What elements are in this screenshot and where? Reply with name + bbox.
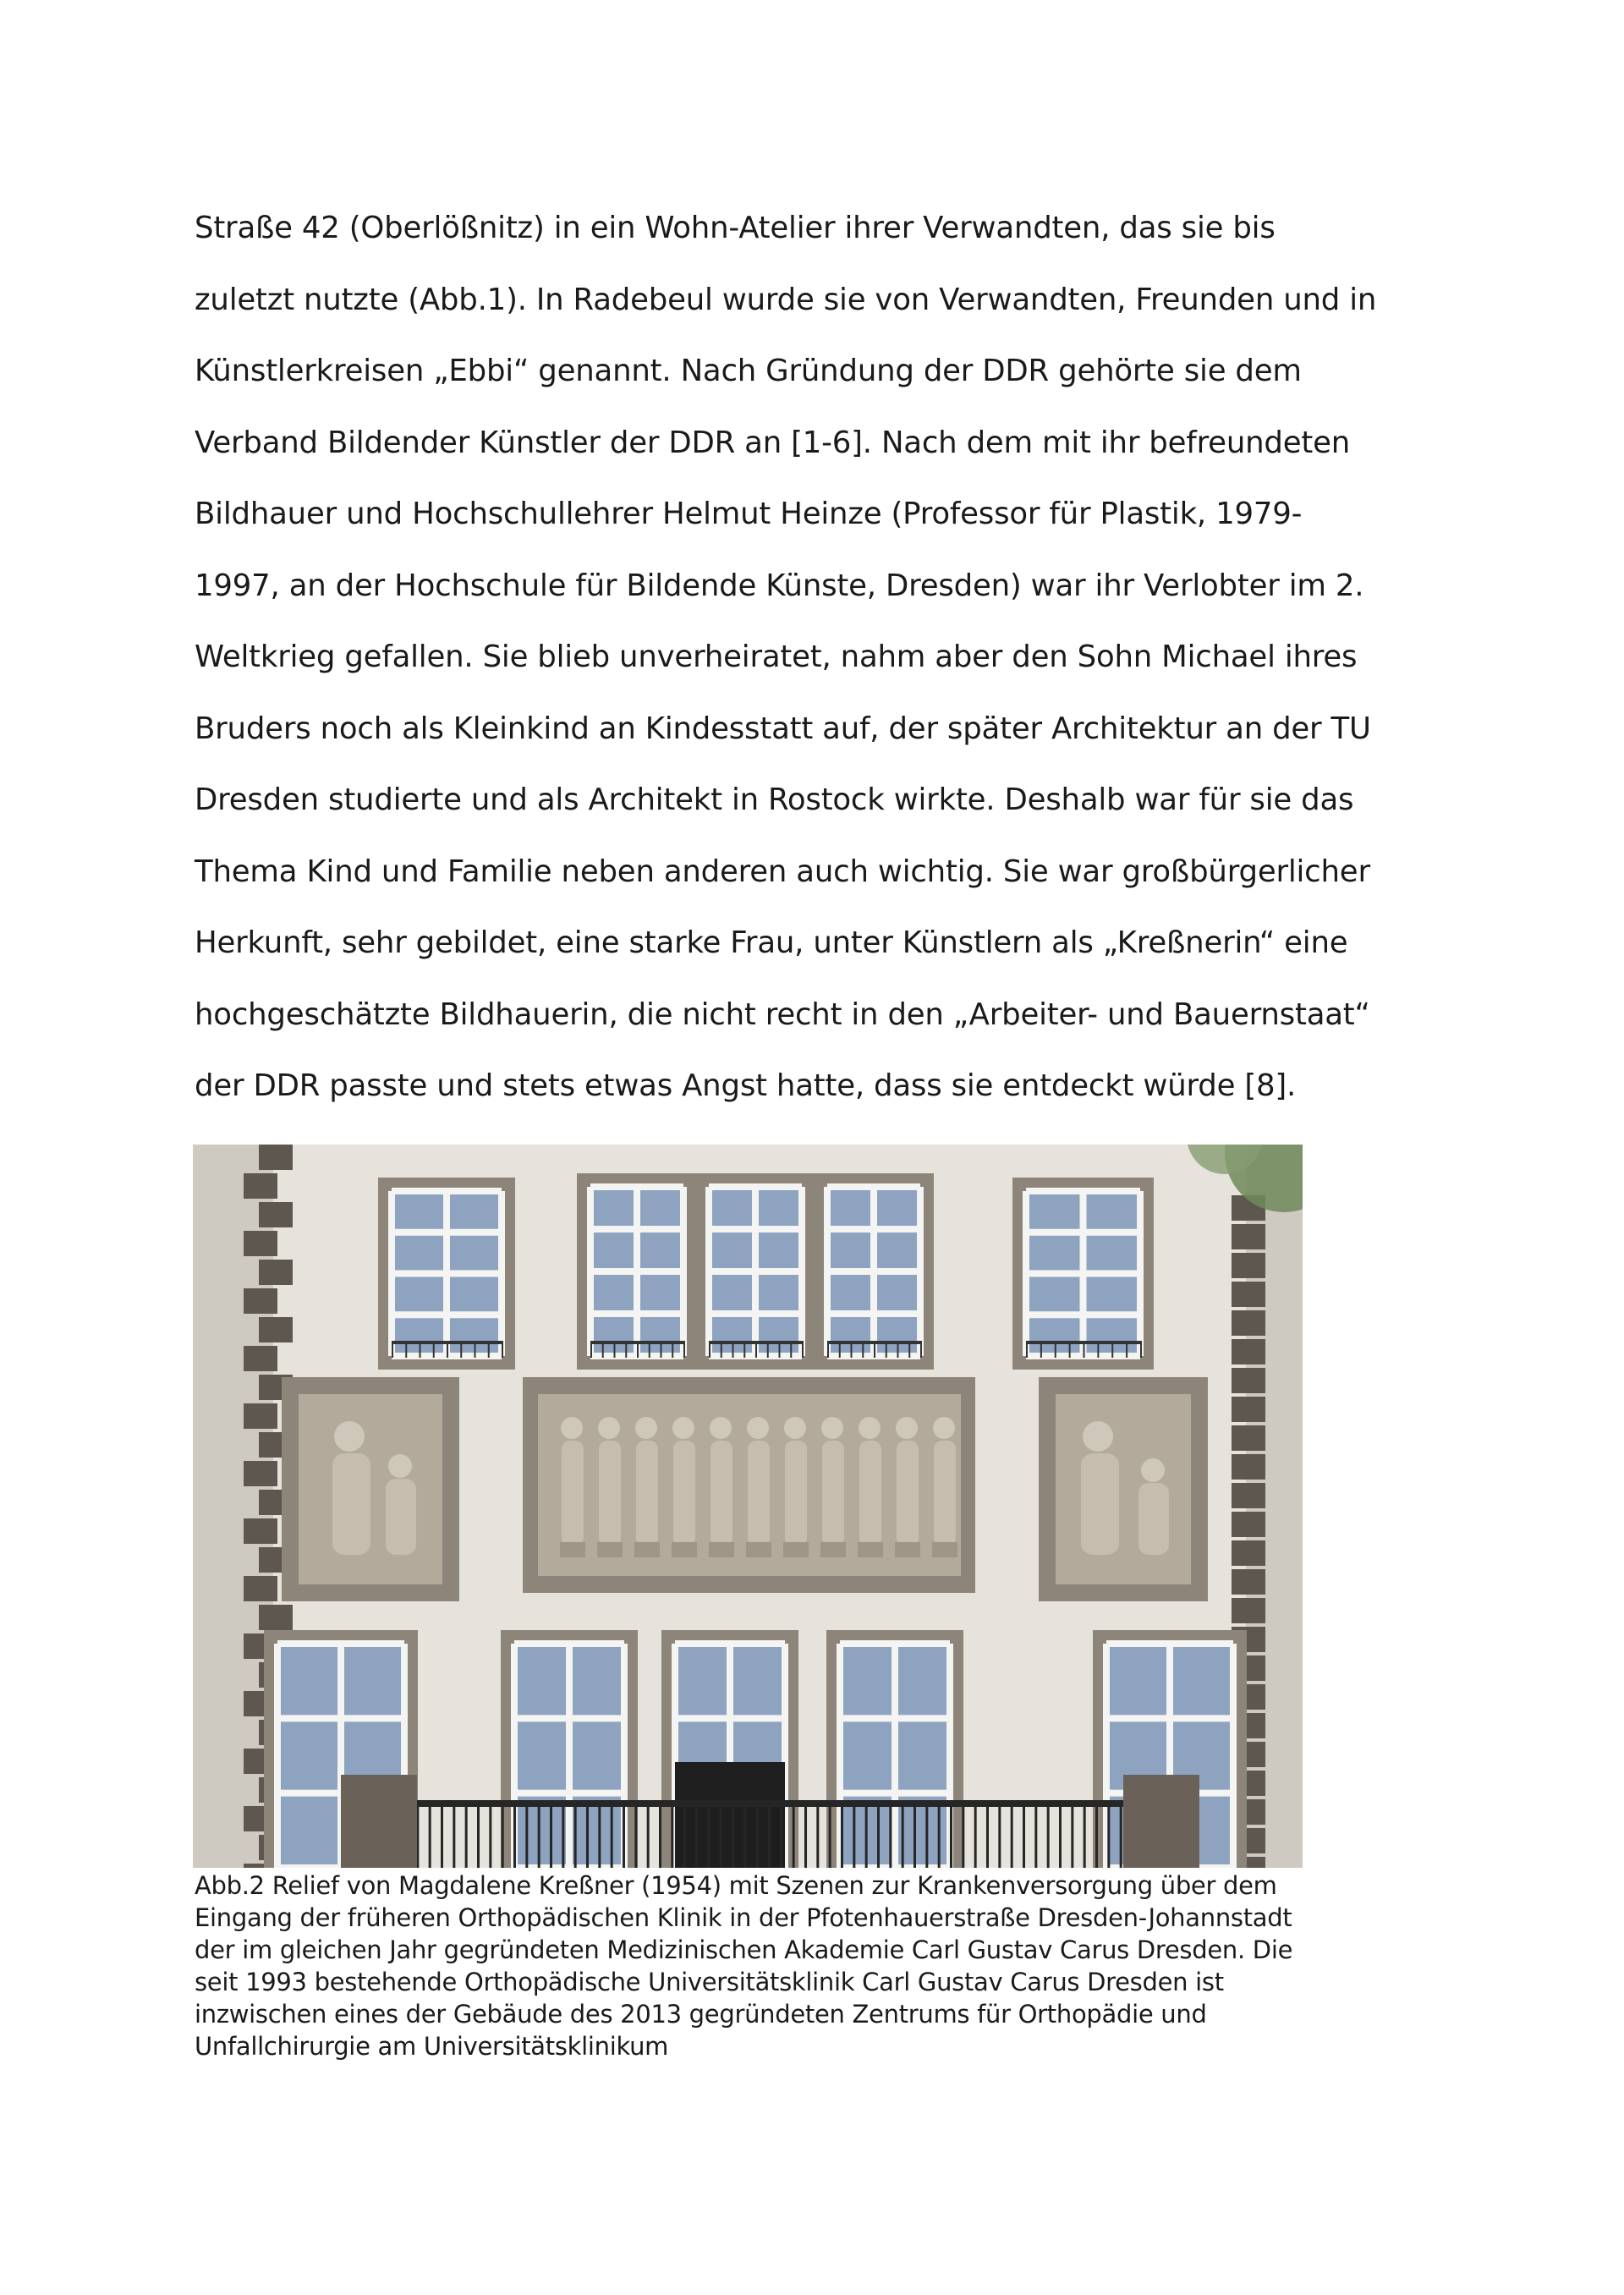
- balcony-bar: [502, 1800, 504, 1868]
- balcony-bar: [1059, 1800, 1062, 1868]
- stone-quoin: [1232, 1310, 1265, 1336]
- lower-window-1-transom: [514, 1864, 624, 1868]
- stone-quoin: [1232, 1454, 1265, 1480]
- balcony-bar: [1011, 1800, 1013, 1868]
- relief-figure-head: [672, 1417, 694, 1439]
- upper-window-left-transom: [392, 1188, 502, 1194]
- rail-bar: [802, 1341, 804, 1358]
- balcony-bar: [865, 1800, 868, 1868]
- relief-figure-body: [897, 1441, 919, 1546]
- caption-line: Eingang der früheren Orthopädischen Klinik in der Pfotenhauerstraße Dresden-Johannstadt: [195, 1903, 1292, 1932]
- lower-window-3-mullion: [892, 1644, 898, 1868]
- rail-bar: [1111, 1341, 1113, 1358]
- body-line: Verband Bildender Künstler der DDR an [1-6]. Nach dem mit ihr befreundeten: [195, 425, 1351, 460]
- relief-figure-base: [783, 1542, 809, 1557]
- stone-quoin: [1232, 1425, 1265, 1451]
- balcony-bar: [768, 1800, 771, 1868]
- balcony-bar: [998, 1800, 1001, 1868]
- balcony-bar: [974, 1800, 977, 1868]
- balcony-bar: [659, 1800, 661, 1868]
- balcony-bar: [683, 1800, 686, 1868]
- balcony-bar: [441, 1800, 443, 1868]
- rail-bar: [614, 1341, 616, 1358]
- figure-caption: [195, 1869, 1463, 2062]
- relief-right-head: [1141, 1458, 1165, 1482]
- lower-window-1-mullion: [566, 1644, 573, 1868]
- rail-bar: [590, 1341, 592, 1358]
- relief-left-head: [388, 1454, 412, 1478]
- balcony-bar: [707, 1800, 710, 1868]
- rail-bar: [709, 1341, 710, 1358]
- balcony-post-right: [1123, 1775, 1199, 1868]
- relief-figure-body: [748, 1441, 770, 1546]
- relief-left-figure: [386, 1479, 416, 1555]
- stone-quoin: [1232, 1282, 1265, 1307]
- rail-bar: [908, 1341, 910, 1358]
- balcony-bar: [647, 1800, 650, 1868]
- rail-bar: [447, 1341, 448, 1358]
- stone-quoin: [1232, 1224, 1265, 1249]
- balcony-bar: [743, 1800, 746, 1868]
- relief-figure-body: [599, 1441, 621, 1546]
- balcony-bar: [1095, 1800, 1098, 1868]
- stone-quoin: [1232, 1483, 1265, 1508]
- relief-right-figure: [1138, 1483, 1169, 1555]
- balcony-bar: [513, 1800, 516, 1868]
- rail-bar: [721, 1341, 722, 1358]
- stone-quoin: [244, 1173, 277, 1199]
- balcony-bar: [634, 1800, 637, 1868]
- balcony-bar: [477, 1800, 480, 1868]
- upper-window-right-transom: [1026, 1271, 1140, 1277]
- balcony-bar: [877, 1800, 880, 1868]
- rail-bar: [790, 1341, 792, 1358]
- lower-window-2-transom: [675, 1640, 785, 1647]
- relief-figure-head: [561, 1417, 583, 1439]
- upper-window-2-transom: [709, 1226, 802, 1233]
- balcony-bar: [1071, 1800, 1073, 1868]
- upper-window-1-transom: [590, 1183, 683, 1190]
- rail-bar: [1069, 1341, 1071, 1358]
- balcony-bar: [962, 1800, 964, 1868]
- balcony-bar: [938, 1800, 941, 1868]
- lower-window-right-transom: [1106, 1715, 1233, 1721]
- upper-window-3-transom: [827, 1310, 920, 1317]
- stone-quoin: [259, 1317, 293, 1342]
- rail-bar: [475, 1341, 476, 1358]
- rail-bar: [661, 1341, 662, 1358]
- rail-bar: [767, 1341, 769, 1358]
- lower-window-left-mullion: [274, 1644, 281, 1868]
- relief-figure-head: [821, 1417, 843, 1439]
- lower-window-right-transom: [1106, 1640, 1233, 1647]
- balcony-bar: [816, 1800, 819, 1868]
- balcony-bar: [489, 1800, 491, 1868]
- balcony-bar: [525, 1800, 528, 1868]
- lower-window-3-transom: [840, 1715, 950, 1721]
- caption-line: seit 1993 bestehende Orthopädische Universitätsklinik Carl Gustav Carus Dresden ist: [195, 1968, 1224, 1996]
- relief-right: [1056, 1394, 1191, 1584]
- body-line: Weltkrieg gefallen. Sie blieb unverheiratet, nahm aber den Sohn Michael ihres: [195, 640, 1358, 674]
- upper-window-2-transom: [709, 1183, 802, 1190]
- rail-bar: [851, 1341, 853, 1358]
- relief-figure-base: [597, 1542, 623, 1557]
- rail-bar: [1055, 1341, 1056, 1358]
- relief-figure-head: [635, 1417, 657, 1439]
- rail-bar: [779, 1341, 781, 1358]
- rail-bar: [625, 1341, 627, 1358]
- rail-bar: [827, 1341, 829, 1358]
- rail-bar: [488, 1341, 490, 1358]
- body-line: Künstlerkreisen „Ebbi“ genannt. Nach Gründung der DDR gehörte sie dem: [195, 354, 1302, 388]
- balcony-bar: [562, 1800, 564, 1868]
- balcony-bar: [841, 1800, 843, 1868]
- stone-quoin: [1232, 1253, 1265, 1278]
- relief-right-figure: [1081, 1453, 1119, 1555]
- upper-window-1-transom: [590, 1268, 683, 1275]
- upper-window-2-transom: [709, 1268, 802, 1275]
- relief-left-head: [334, 1421, 365, 1452]
- relief-figure-base: [634, 1542, 660, 1557]
- balcony-bar: [793, 1800, 795, 1868]
- relief-figure-head: [933, 1417, 955, 1439]
- stone-quoin: [1232, 1540, 1265, 1566]
- relief-figure-body: [636, 1441, 658, 1546]
- rail-bar: [392, 1341, 393, 1358]
- stone-quoin: [244, 1288, 277, 1314]
- stone-quoin: [244, 1576, 277, 1601]
- balcony-bar: [889, 1800, 892, 1868]
- balcony-bar: [756, 1800, 759, 1868]
- upper-window-left-transom: [392, 1271, 502, 1277]
- balcony-bar: [1120, 1800, 1122, 1868]
- balcony-bar: [720, 1800, 722, 1868]
- balcony-bar: [986, 1800, 989, 1868]
- balcony-bar: [671, 1800, 673, 1868]
- upper-window-1-transom: [590, 1310, 683, 1317]
- relief-figure-body: [673, 1441, 695, 1546]
- body-line: Herkunft, sehr gebildet, eine starke Frau, unter Künstlern als „Kreßnerin“ eine: [195, 925, 1348, 960]
- body-line: hochgeschätzte Bildhauerin, die nicht recht in den „Arbeiter- und Bauernstaat“: [195, 997, 1370, 1032]
- caption-line: inzwischen eines der Gebäude des 2013 gegründeten Zentrums für Orthopädie und: [195, 2000, 1207, 2029]
- rail-bar: [920, 1341, 922, 1358]
- stone-quoin: [244, 1518, 277, 1544]
- rail-bar: [1026, 1341, 1028, 1358]
- relief-figure-body: [934, 1441, 956, 1546]
- rail-bar: [1126, 1341, 1127, 1358]
- stone-quoin: [1232, 1339, 1265, 1364]
- rail-bar: [897, 1341, 899, 1358]
- upper-window-right-transom: [1026, 1311, 1140, 1318]
- balcony-bar: [804, 1800, 807, 1868]
- stone-quoin: [1232, 1397, 1265, 1422]
- relief-figure-head: [784, 1417, 806, 1439]
- rail-bar: [1140, 1341, 1142, 1358]
- relief-figure-body: [562, 1441, 584, 1546]
- relief-figure-base: [746, 1542, 771, 1557]
- stone-quoin: [244, 1461, 277, 1486]
- rail-bar: [839, 1341, 841, 1358]
- relief-figure-base: [895, 1542, 920, 1557]
- relief-figure-base: [858, 1542, 883, 1557]
- relief-figure-body: [859, 1441, 881, 1546]
- facade-photo: [193, 1145, 1303, 1868]
- body-line: Bruders noch als Kleinkind an Kindesstatt auf, der später Architektur an der TU: [195, 711, 1371, 746]
- stone-quoin: [1232, 1512, 1265, 1537]
- body-line: der DDR passte und stets etwas Angst hatte, dass sie entdeckt würde [8].: [195, 1068, 1297, 1103]
- rail-bar: [732, 1341, 734, 1358]
- rail-bar: [420, 1341, 421, 1358]
- lower-window-1-transom: [514, 1640, 624, 1647]
- lower-window-3-transom: [840, 1640, 950, 1647]
- body-line: 1997, an der Hochschule für Bildende Künste, Dresden) war ihr Verlobter im 2.: [195, 568, 1364, 603]
- relief-figure-base: [709, 1542, 734, 1557]
- lower-window-right-mullion: [1230, 1644, 1237, 1868]
- balcony-post-left: [341, 1775, 417, 1868]
- balcony-bar: [695, 1800, 698, 1868]
- relief-figure-head: [896, 1417, 918, 1439]
- balcony-bar: [1047, 1800, 1050, 1868]
- relief-figure-body: [710, 1441, 732, 1546]
- rail-bar: [1097, 1341, 1099, 1358]
- body-line: Bildhauer und Hochschullehrer Helmut Heinze (Professor für Plastik, 1979-: [195, 497, 1303, 531]
- stone-quoin: [259, 1145, 293, 1170]
- balcony-bar: [1023, 1800, 1025, 1868]
- lower-window-2-transom: [675, 1715, 785, 1721]
- stone-quoin: [259, 1605, 293, 1630]
- relief-figure-base: [820, 1542, 846, 1557]
- balcony-bar: [550, 1800, 552, 1868]
- balcony-bar: [538, 1800, 540, 1868]
- balcony-bar: [902, 1800, 904, 1868]
- balcony-bar: [780, 1800, 782, 1868]
- stone-quoin: [1232, 1569, 1265, 1595]
- balcony-bar: [853, 1800, 855, 1868]
- rail-bar: [649, 1341, 650, 1358]
- rail-bar: [602, 1341, 604, 1358]
- rail-bar: [874, 1341, 875, 1358]
- rail-bar: [433, 1341, 435, 1358]
- rail-bar: [405, 1341, 407, 1358]
- upper-window-3-transom: [827, 1268, 920, 1275]
- stone-quoin: [244, 1346, 277, 1371]
- balcony-bar: [453, 1800, 455, 1868]
- body-text: [195, 193, 1446, 1123]
- upper-window-3-transom: [827, 1226, 920, 1233]
- body-line: zuletzt nutzte (Abb.1). In Radebeul wurde sie von Verwandten, Freunden und in: [195, 282, 1377, 317]
- relief-figure-base: [560, 1542, 585, 1557]
- rail-bar: [683, 1341, 685, 1358]
- stone-quoin: [1232, 1368, 1265, 1393]
- relief-left-figure: [332, 1453, 370, 1555]
- relief-figure-head: [710, 1417, 732, 1439]
- body-line: Dresden studierte und als Architekt in Rostock wirkte. Deshalb war für sie das: [195, 782, 1354, 817]
- relief-figure-head: [747, 1417, 769, 1439]
- balcony-bar: [611, 1800, 613, 1868]
- rail-bar: [1040, 1341, 1042, 1358]
- balcony-bar: [586, 1800, 589, 1868]
- rail-bar: [637, 1341, 639, 1358]
- balcony-bar: [598, 1800, 601, 1868]
- upper-window-1-transom: [590, 1226, 683, 1233]
- body-line: Straße 42 (Oberlößnitz) in ein Wohn-Atelier ihrer Verwandten, das sie bis: [195, 211, 1276, 245]
- lower-window-3-transom: [840, 1790, 950, 1797]
- rail-bar: [460, 1341, 462, 1358]
- balcony-bar: [1107, 1800, 1110, 1868]
- caption-line: Abb.2 Relief von Magdalene Kreßner (1954) mit Szenen zur Krankenversorgung über dem: [195, 1871, 1277, 1900]
- stone-quoin: [1232, 1598, 1265, 1623]
- stone-quoin: [244, 1403, 277, 1429]
- rail-bar: [755, 1341, 757, 1358]
- relief-figure-head: [598, 1417, 620, 1439]
- upper-window-right-transom: [1026, 1229, 1140, 1236]
- balcony-bar: [1034, 1800, 1037, 1868]
- stone-quoin: [259, 1260, 293, 1285]
- rail-bar: [502, 1341, 503, 1358]
- upper-window-3-transom: [827, 1183, 920, 1190]
- balcony-bar: [465, 1800, 468, 1868]
- balcony-bar: [429, 1800, 431, 1868]
- body-line: Thema Kind und Familie neben anderen auch wichtig. Sie war großbürgerlicher: [195, 854, 1370, 889]
- rail-bar: [672, 1341, 673, 1358]
- rail-bar: [862, 1341, 864, 1358]
- balcony-bar: [574, 1800, 577, 1868]
- stone-quoin: [259, 1202, 293, 1227]
- relief-figure-body: [822, 1441, 844, 1546]
- lower-window-1-transom: [514, 1790, 624, 1797]
- lower-window-left-transom: [277, 1715, 404, 1721]
- caption-line: Unfallchirurgie am Universitätsklinikum: [195, 2032, 669, 2061]
- facade-photo-illustration: [193, 1145, 1303, 1868]
- relief-figure-base: [932, 1542, 957, 1557]
- stone-quoin: [244, 1231, 277, 1256]
- relief-figure-head: [859, 1417, 881, 1439]
- upper-window-right-transom: [1026, 1188, 1140, 1194]
- lower-window-left-transom: [277, 1640, 404, 1647]
- balcony-bar: [950, 1800, 952, 1868]
- balcony-bar: [732, 1800, 734, 1868]
- lower-window-3-transom: [840, 1864, 950, 1868]
- rail-bar: [1084, 1341, 1085, 1358]
- balcony-bar: [829, 1800, 831, 1868]
- rail-bar: [743, 1341, 745, 1358]
- relief-figure-body: [785, 1441, 807, 1546]
- balcony-bar: [925, 1800, 928, 1868]
- relief-figure-base: [672, 1542, 697, 1557]
- relief-right-head: [1083, 1421, 1113, 1452]
- balcony-bar: [914, 1800, 916, 1868]
- rail-bar: [886, 1341, 887, 1358]
- upper-window-left-transom: [392, 1229, 502, 1236]
- balcony-bar: [1084, 1800, 1086, 1868]
- lower-window-1-transom: [514, 1715, 624, 1721]
- upper-window-left-transom: [392, 1311, 502, 1318]
- caption-line: der im gleichen Jahr gegründeten Medizinischen Akademie Carl Gustav Carus Dresden. Die: [195, 1935, 1293, 1964]
- balcony-bar: [623, 1800, 625, 1868]
- upper-window-2-transom: [709, 1310, 802, 1317]
